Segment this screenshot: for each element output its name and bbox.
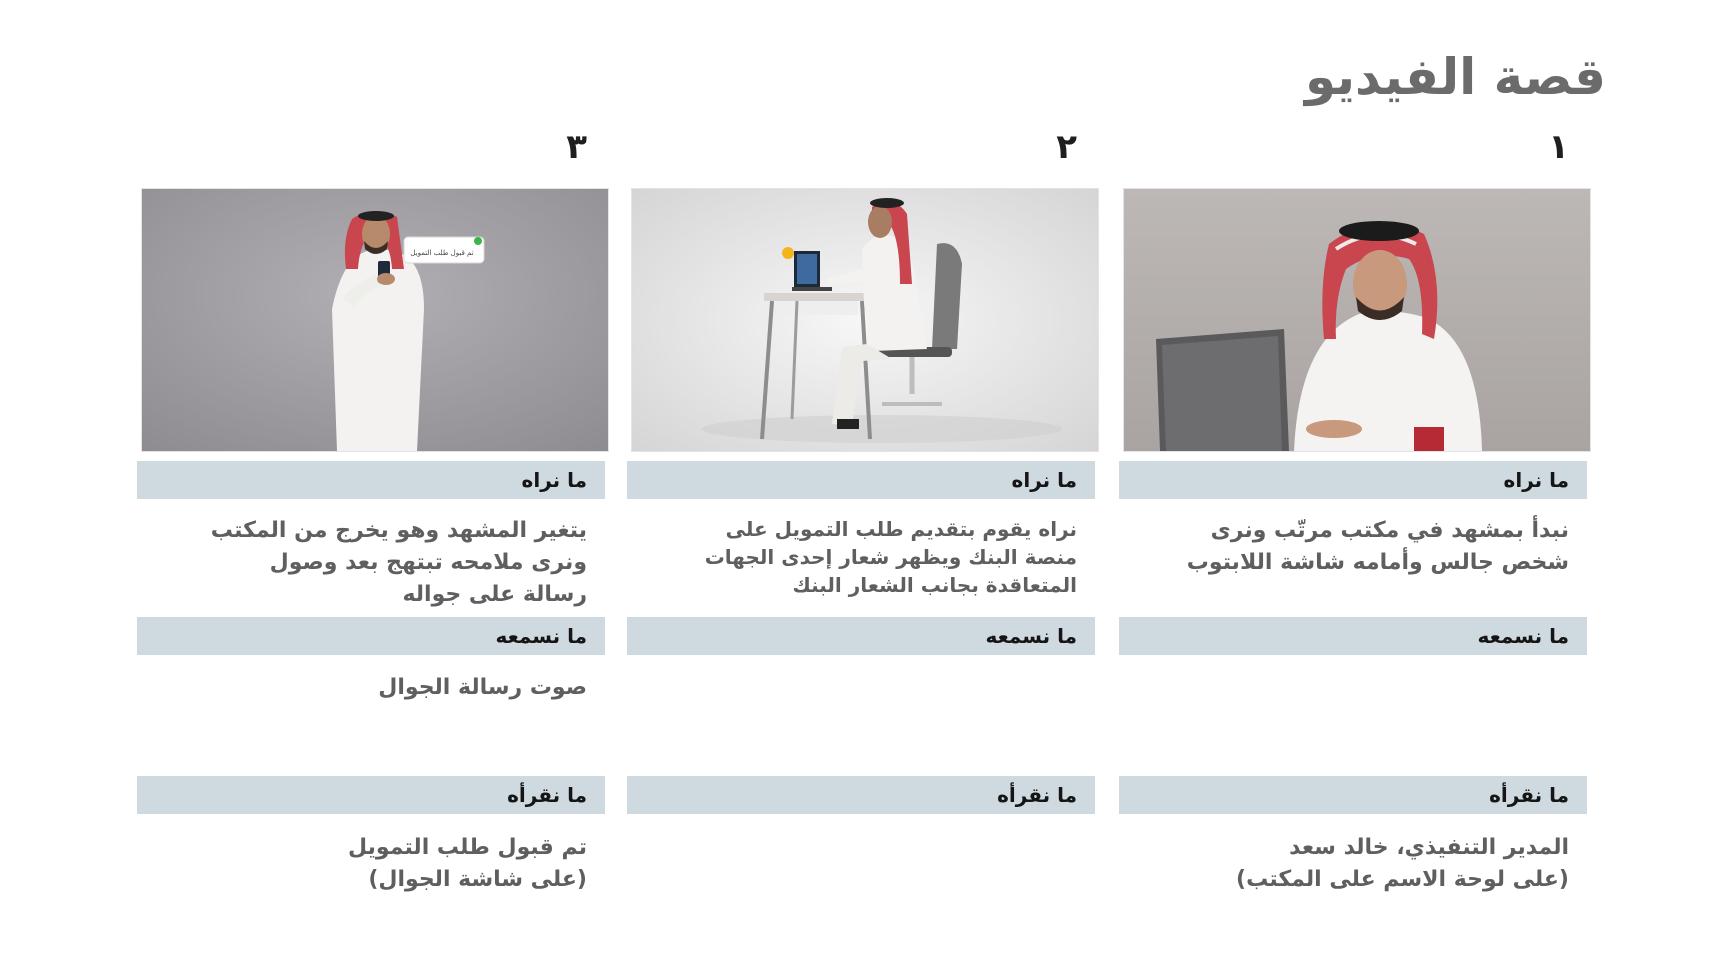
read-label: ما نقرأه [627,776,1095,814]
read-text: تم قبول طلب التمويل (على شاشة الجوال) [348,835,587,892]
see-label: ما نراه [137,461,605,499]
scene-column-1 [1119,127,1587,930]
man-at-desk-photo [631,188,1099,452]
see-label: ما نراه [1119,461,1587,499]
page-title: قصة الفيديو [1304,48,1606,106]
hear-label: ما نسمعه [1119,617,1587,655]
scene-number: ٣ [566,127,587,167]
man-with-phone-photo [141,188,609,452]
hear-label: ما نسمعه [137,617,605,655]
scene-column-2 [627,127,1095,930]
hear-text: صوت رسالة الجوال [378,675,587,700]
see-text: نبدأ بمشهد في مكتب مرتّب ونرى شخص جالس وأمامه شاشة اللابتوب [1186,518,1569,575]
man-at-laptop-photo [1123,188,1591,452]
read-text: المدير التنفيذي، خالد سعد (على لوحة الاسم على المكتب) [1236,835,1569,892]
hear-label: ما نسمعه [627,617,1095,655]
see-text: نراه يقوم بتقديم طلب التمويل على منصة البنك ويظهر شعار إحدى الجهات المتعاقدة بجانب الشعار البنك [704,517,1077,597]
phone-notification-text: تم قبول طلب التمويل [410,249,474,257]
scene-number: ١ [1548,127,1569,167]
see-text: يتغير المشهد وهو يخرج من المكتب ونرى ملامحه تبتهج بعد وصول رسالة على جواله [210,518,587,607]
scene-number: ٢ [1056,127,1077,167]
see-label: ما نراه [627,461,1095,499]
read-label: ما نقرأه [137,776,605,814]
scene-column-3 [137,127,605,930]
read-label: ما نقرأه [1119,776,1587,814]
